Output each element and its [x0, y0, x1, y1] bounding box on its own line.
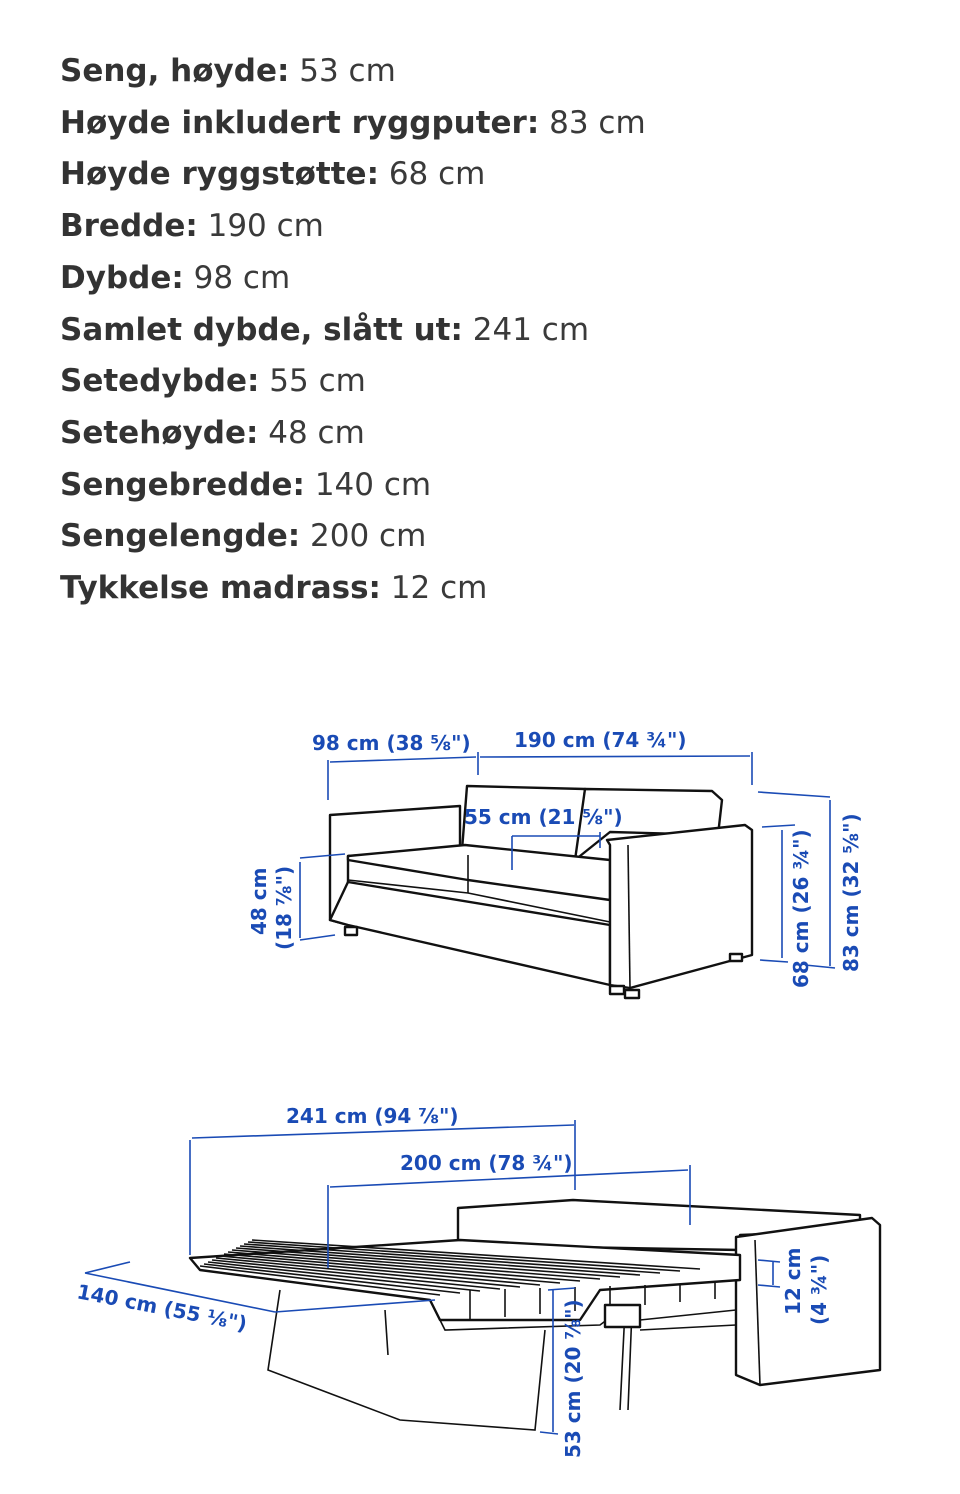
label-bed-length: 200 cm (78 ¾")	[400, 1151, 573, 1175]
label-seat-depth: 55 cm (21 ⅝")	[464, 805, 623, 829]
spec-seat-height: Setehøyde: 48 cm	[60, 414, 365, 451]
spec-mattress-thickness: Tykkelse madrass: 12 cm	[60, 570, 488, 607]
spec-backrest-height: Høyde ryggstøtte: 68 cm	[60, 156, 486, 193]
label-bed-width: 140 cm (55 ⅛")	[75, 1279, 250, 1336]
spec-bed-height: Seng, høyde: 53 cm	[60, 53, 396, 89]
label-bed-height: 53 cm (20 ⅞")	[561, 1299, 585, 1458]
label-seat-height-in: (18 ⅞")	[272, 865, 296, 950]
spec-bed-width: Sengebredde: 140 cm	[60, 466, 432, 503]
label-total-depth: 241 cm (94 ⅞")	[286, 1104, 459, 1128]
label-mattress-in: (4 ¾")	[807, 1254, 831, 1325]
spec-width: Bredde: 190 cm	[60, 208, 324, 245]
spec-height-incl-cushions: Høyde inkludert ryggputer: 83 cm	[60, 104, 646, 141]
label-total-height: 83 cm (32 ⅝")	[839, 813, 863, 972]
spec-seat-depth: Setedybde: 55 cm	[60, 363, 366, 400]
sofa-bed-drawing	[190, 1200, 880, 1430]
label-mattress: 12 cm	[781, 1247, 805, 1315]
label-seat-height: 48 cm	[247, 867, 271, 935]
spec-depth: Dybde: 98 cm	[60, 259, 291, 296]
label-sofa-depth: 98 cm (38 ⅝")	[312, 731, 471, 755]
label-sofa-width: 190 cm (74 ¾")	[514, 728, 687, 752]
spec-bed-length: Sengelengde: 200 cm	[60, 518, 427, 555]
spec-total-depth-unfolded: Samlet dybde, slått ut: 241 cm	[60, 311, 590, 348]
label-back-height: 68 cm (26 ¾")	[789, 829, 813, 988]
